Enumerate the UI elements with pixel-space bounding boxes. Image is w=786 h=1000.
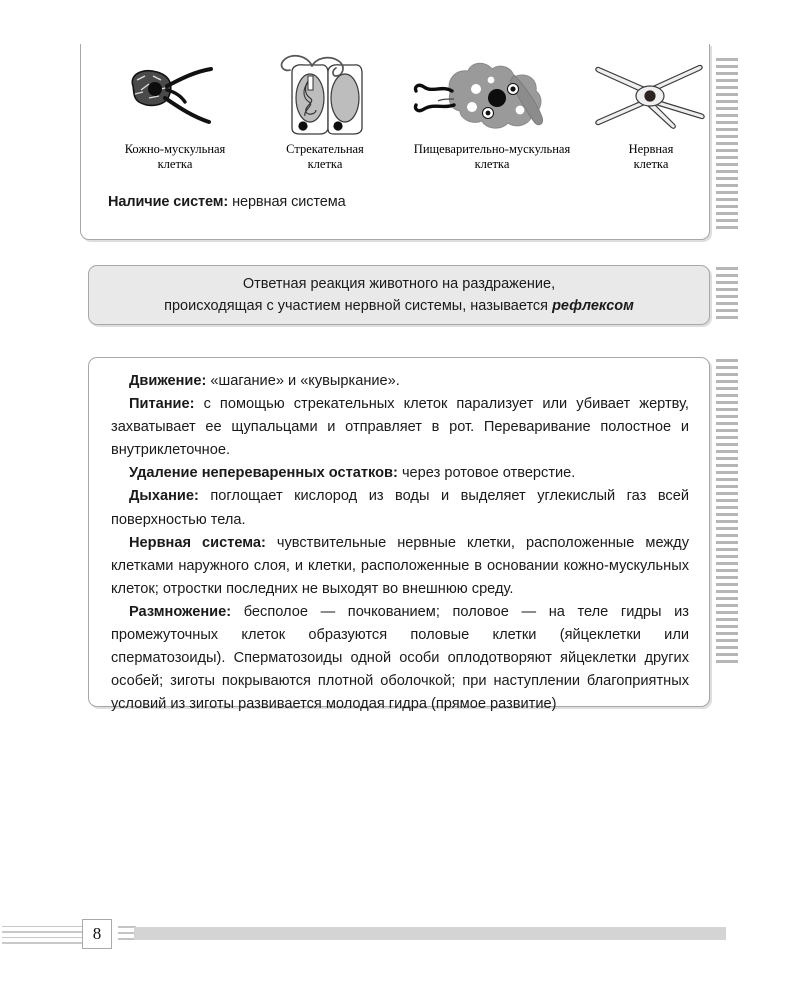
cell-item: [261, 50, 389, 171]
footer-rule: [2, 931, 82, 932]
tick-mark: [716, 380, 738, 383]
tick-mark: [716, 562, 738, 565]
description-paragraph: [111, 532, 689, 601]
paragraph-text: поглощает кислород из воды и выделяет углекислый газ всей поверхностью тела.: [111, 488, 689, 528]
tick-mark: [716, 632, 738, 635]
tick-mark: [716, 471, 738, 474]
margin-tick-stack: [716, 267, 738, 319]
description-box: [88, 357, 710, 713]
cell-caption: Кожно-мускульная клетка: [124, 142, 226, 171]
tick-mark: [716, 506, 738, 509]
tick-mark: [716, 373, 738, 376]
tick-mark: [716, 590, 738, 593]
tick-mark: [716, 72, 738, 75]
tick-mark: [716, 302, 738, 305]
tick-mark: [716, 555, 738, 558]
paragraph-label: Питание:: [129, 396, 195, 413]
tick-mark: [716, 401, 738, 404]
tick-mark: [716, 450, 738, 453]
tick-mark: [716, 219, 738, 222]
footer-rule: [2, 926, 82, 927]
paragraph-label: Удаление непереваренных остатков:: [129, 465, 398, 482]
tick-mark: [716, 295, 738, 298]
description-paragraph: [111, 370, 689, 393]
systems-value: нервная система: [228, 194, 346, 210]
tick-mark: [716, 359, 738, 362]
cell-item: [595, 50, 707, 171]
tick-mark: [716, 288, 738, 291]
tick-mark: [716, 569, 738, 572]
footer-rule: [2, 942, 82, 943]
tick-mark: [716, 191, 738, 194]
tick-mark: [716, 387, 738, 390]
tick-mark: [716, 541, 738, 544]
page-footer: [0, 918, 786, 958]
tick-mark: [716, 184, 738, 187]
margin-tick-stack: [716, 359, 738, 663]
paragraph-text: чувствительные нервные клетки, расположенные между клетками наружного слоя, и клетки, расположенные в основании кожно-мускульных клеток; отростки последних не выходят во внешнюю среду.: [111, 534, 689, 597]
reflex-line-1: Ответная реакция животного на раздражение,: [242, 276, 556, 292]
tick-mark: [716, 485, 738, 488]
tick-mark: [716, 65, 738, 68]
tick-mark: [716, 422, 738, 425]
tick-mark: [716, 534, 738, 537]
tick-mark: [716, 100, 738, 103]
tick-mark: [716, 121, 738, 124]
tick-mark: [716, 281, 738, 284]
page-number: 8: [82, 919, 112, 949]
tick-mark: [716, 597, 738, 600]
tick-mark: [716, 611, 738, 614]
paragraph-text: бесполое — почкованием; половое — на теле гидры из промежуточных клеток образуются половые клетки (яйцеклетки или сперматозоиды). Сперматозоиды одной особи оплодотворяют яйцеклетки других особей; зиготы покрываются плотной оболочкой; при наступлении благоприятных условий из зиготы развивается молодая гидра (прямое развитие): [111, 603, 689, 713]
tick-mark: [716, 316, 738, 319]
digestive-muscular-cell-icon: [402, 50, 582, 142]
tick-mark: [716, 149, 738, 152]
tick-mark: [716, 520, 738, 523]
cell-item: [389, 50, 595, 171]
reflex-definition-box: [88, 265, 710, 325]
tick-mark: [716, 576, 738, 579]
tick-mark: [716, 583, 738, 586]
footer-rule: [2, 937, 82, 938]
tick-mark: [716, 464, 738, 467]
tick-mark: [716, 93, 738, 96]
tick-mark: [716, 226, 738, 229]
tick-mark: [716, 86, 738, 89]
tick-mark: [716, 128, 738, 131]
tick-mark: [716, 267, 738, 270]
description-paragraph: [111, 485, 689, 531]
tick-mark: [716, 156, 738, 159]
cell-caption: Пищеварительно-мускульная клетка: [413, 142, 571, 171]
nerve-cell-icon: [586, 50, 716, 142]
tick-mark: [716, 114, 738, 117]
tick-mark: [716, 429, 738, 432]
tick-mark: [716, 618, 738, 621]
tick-mark: [716, 163, 738, 166]
tick-mark: [716, 79, 738, 82]
tick-mark: [716, 198, 738, 201]
description-paragraph: [111, 601, 689, 716]
paragraph-label: Нервная система:: [129, 534, 266, 551]
tick-mark: [716, 443, 738, 446]
stinging-cell-icon: [270, 50, 380, 142]
paragraph-label: Размножение:: [129, 603, 232, 620]
reflex-line-2-prefix: происходящая с участием нервной системы, называется: [164, 298, 553, 314]
tick-mark: [716, 625, 738, 628]
cell-caption: Стрекательная клетка: [286, 142, 364, 171]
tick-mark: [716, 394, 738, 397]
tick-mark: [716, 205, 738, 208]
tick-mark: [716, 499, 738, 502]
tick-mark: [716, 58, 738, 61]
tick-mark: [716, 212, 738, 215]
footer-bar: [134, 927, 726, 940]
tick-mark: [716, 366, 738, 369]
cells-panel: [80, 44, 710, 240]
margin-tick-stack: [716, 58, 738, 229]
reflex-line-2: [164, 295, 634, 317]
tick-mark: [716, 170, 738, 173]
tick-mark: [716, 548, 738, 551]
footer-rule-lines: [2, 926, 82, 944]
tick-mark: [716, 604, 738, 607]
tick-mark: [716, 135, 738, 138]
cell-caption: Нервная клетка: [628, 142, 674, 171]
tick-mark: [716, 415, 738, 418]
tick-mark: [716, 142, 738, 145]
paragraph-text: через ротовое отверстие.: [397, 465, 576, 482]
tick-mark: [716, 660, 738, 663]
tick-mark: [716, 527, 738, 530]
paragraph-text: с помощью стрекательных клеток парализует или убивает жертву, захватывает ее щупальцами и отправляет в рот. Переваривание полостное и внутриклеточное.: [111, 396, 689, 459]
tick-mark: [716, 309, 738, 312]
tick-mark: [716, 177, 738, 180]
cells-row: [81, 50, 709, 180]
systems-label: Наличие систем:: [108, 194, 229, 210]
tick-mark: [716, 408, 738, 411]
tick-mark: [716, 492, 738, 495]
tick-mark: [716, 653, 738, 656]
description-paragraph: [111, 462, 689, 485]
description-paragraph: [111, 393, 689, 462]
paragraph-text: «шагание» и «кувыркание».: [206, 373, 400, 389]
description-text: [111, 370, 689, 716]
tick-mark: [716, 639, 738, 642]
tick-mark: [716, 646, 738, 649]
tick-mark: [716, 478, 738, 481]
skin-muscular-cell-icon: [115, 50, 235, 142]
systems-line: [108, 194, 346, 210]
tick-mark: [716, 436, 738, 439]
tick-mark: [716, 513, 738, 516]
tick-mark: [716, 107, 738, 110]
tick-mark: [716, 457, 738, 460]
paragraph-label: Движение:: [129, 373, 207, 389]
tick-mark: [716, 274, 738, 277]
reflex-text: [89, 266, 709, 324]
reflex-term: рефлексом: [552, 298, 634, 314]
paragraph-label: Дыхание:: [129, 488, 199, 505]
cell-item: [89, 50, 261, 171]
